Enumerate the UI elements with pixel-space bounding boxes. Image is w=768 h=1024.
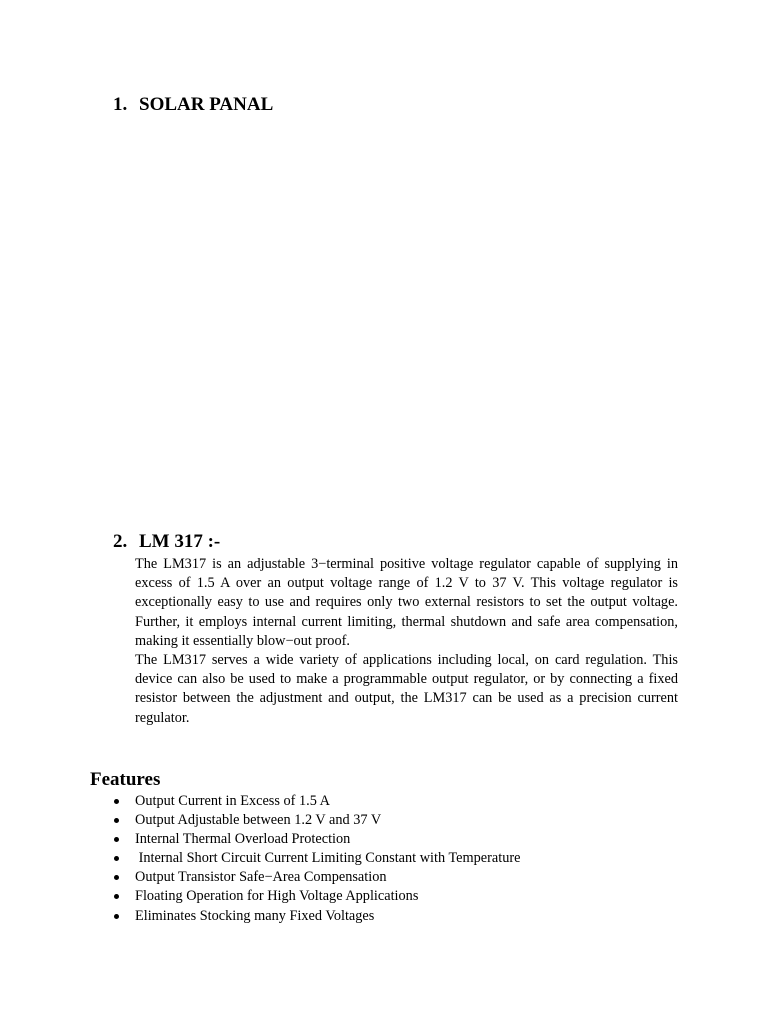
section-number: 1.: [113, 94, 128, 115]
section-heading-lm317: [113, 531, 220, 553]
list-item: [112, 792, 520, 811]
bullet-icon: [114, 856, 119, 861]
list-item: [112, 830, 520, 849]
bullet-icon: [114, 837, 119, 842]
bullet-icon: [114, 894, 119, 899]
list-item: [112, 868, 520, 887]
bullet-icon: [114, 818, 119, 823]
lm317-description: [135, 555, 678, 728]
bullet-icon: [114, 799, 119, 804]
list-item-text: Eliminates Stocking many Fixed Voltages: [135, 907, 375, 924]
list-item-text: Output Transistor Safe−Area Compensation: [135, 869, 387, 886]
bullet-icon: [114, 914, 119, 919]
list-item: [112, 907, 520, 926]
list-item-text: Internal Thermal Overload Protection: [135, 831, 351, 848]
paragraph: The LM317 is an adjustable 3−terminal positive voltage regulator capable of supplying in excess of 1.5 A over an output voltage range of 1.2 V to 37 V. This voltage regulator is exceptionally easy to use and requires only two external resistors to set the output voltage. Further, it employs internal current limiting, thermal shutdown and safe area compensation, making it essentially blow−out proof.: [135, 556, 678, 649]
section-title: LM 317 :-: [139, 531, 221, 552]
section-title: SOLAR PANAL: [139, 94, 274, 115]
list-item-text: Internal Short Circuit Current Limiting Constant with Temperature: [135, 850, 521, 867]
section-heading-solar-panel: [113, 94, 273, 116]
features-heading: Features: [90, 769, 161, 790]
list-item: [112, 811, 520, 830]
bullet-icon: [114, 875, 119, 880]
list-item-text: Output Adjustable between 1.2 V and 37 V: [135, 812, 382, 829]
paragraph: The LM317 serves a wide variety of applications including local, on card regulation. This device can also be used to make a programmable output regulator, or by connecting a fixed resistor between the adjustment and output, the LM317 can be used as a precision current regulator.: [135, 652, 678, 726]
section-number: 2.: [113, 531, 128, 552]
list-item: [112, 887, 520, 906]
list-item-text: Output Current in Excess of 1.5 A: [135, 793, 330, 809]
list-item: [112, 849, 520, 868]
list-item-text: Floating Operation for High Voltage Applications: [135, 888, 419, 905]
features-list: [112, 792, 520, 926]
